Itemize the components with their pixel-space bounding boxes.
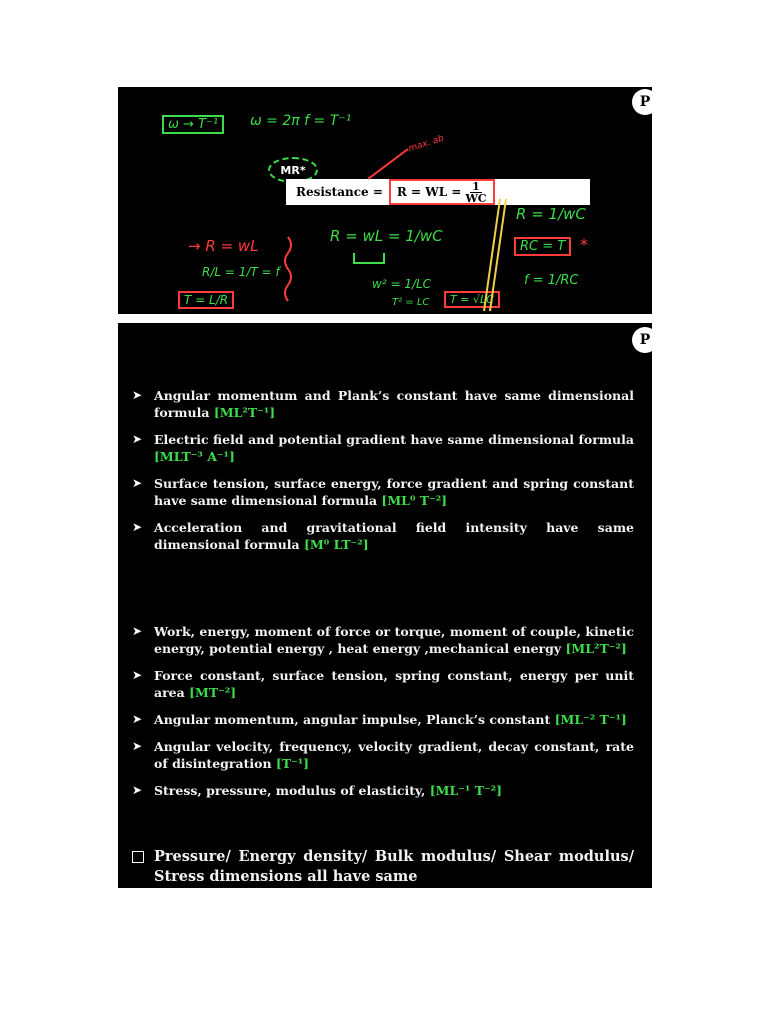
list-item: ➤ Force constant, surface tension, spring constant, energy per unit area [MT⁻²] [132,668,634,700]
note-t-sqrt: T = √LC [444,291,500,308]
resistance-label: Resistance = [296,185,383,199]
arrow-bullet-icon: ➤ [132,520,143,534]
list-item: ➤ Surface tension, surface energy, force gradient and spring constant have same dimensional formula [ML⁰ T⁻²] [132,476,634,508]
brand-logo: P [632,89,652,115]
dimensional-formula: [ML⁰ T⁻²] [381,493,448,508]
note-star: * [580,235,588,254]
note-rc-t: RC = T [514,237,571,256]
list-item: ➤ Stress, pressure, modulus of elasticity, [ML⁻¹ T⁻²] [132,783,503,798]
arrow-bullet-icon: ➤ [132,739,143,753]
arrow-bullet-icon: ➤ [132,388,143,402]
dimensional-formula: [ML²T⁻²] [565,641,627,656]
note-arrow: max. ab [407,133,446,155]
dimensional-formula: [ML⁻² T⁻¹] [554,712,627,727]
list-item: ➤ Angular momentum, angular impulse, Planck’s constant [ML⁻² T⁻¹] [132,712,627,727]
slide-notes [118,87,652,314]
note-omega-eq: ω = 2π f = T⁻¹ [250,113,352,129]
note-t-eq: T = L/R [178,291,234,309]
arrow-bullet-icon: ➤ [132,432,143,446]
dimensional-formula: [T⁻¹] [275,756,310,771]
list-item: ➤ Acceleration and gravitational field intensity have same dimensional formula [M⁰ LT⁻²] [132,520,634,552]
dimensional-formula: [MLT⁻³ A⁻¹] [154,449,235,464]
mr-badge: MR* [268,157,318,183]
arrow-bullet-icon: ➤ [132,668,143,682]
brand-logo: P [632,327,652,353]
note-w2: w² = 1/LC [372,277,432,291]
resistance-equation: R = WL = $\frac{1}{WC}$ [389,179,495,205]
list-item: ➤ Work, energy, moment of force or torque, moment of couple, kinetic energy, potential energy , heat energy ,mechanical energy [ML²T⁻²] [132,624,634,656]
note-t2: T² = LC [392,297,430,308]
dimensional-formula: [ML⁻¹ T⁻²] [429,783,503,798]
note-f-rc: f = 1/RC [524,273,579,288]
list-quantities [132,623,634,809]
list-item: ➤ Electric field and potential gradient have same dimensional formula [MLT⁻³ A⁻¹] [132,432,634,464]
slide-dimensions [118,323,652,888]
note-r-wc: R = 1/wC [516,205,586,223]
square-bullet-item [132,847,634,888]
arrow-bullet-icon: ➤ [132,712,143,726]
arrow-bullet-icon: ➤ [132,476,143,490]
square-bullet-icon [132,851,144,863]
note-r-wl: → R = wL [188,237,259,255]
pen-strokes [118,87,652,314]
arrow-bullet-icon: ➤ [132,624,143,638]
list-item: ➤ Angular velocity, frequency, velocity gradient, decay constant, rate of disintegration [T⁻¹] [132,739,634,771]
dimensional-formula: [ML²T⁻¹] [213,405,276,420]
dimensional-formula: [M⁰ LT⁻²] [304,537,369,552]
fraction: $\frac{1}{WC}$ [465,179,487,205]
note-r-over-l: R/L = 1/T = f [202,265,280,279]
dimensional-formula: [MT⁻²] [189,685,237,700]
list-item: ➤ Angular momentum and Plank’s constant have same dimensional formula [ML²T⁻¹] [132,388,634,420]
arrow-bullet-icon: ➤ [132,783,143,797]
note-r-wl-center: R = wL = 1/wC [330,227,443,245]
list-same-formula [132,387,634,563]
note-omega-t: ω → T⁻¹ [162,115,224,134]
square-bullet-text: Pressure/ Energy density/ Bulk modulus/ Shear modulus/ Stress dimensions all have same [154,848,634,885]
